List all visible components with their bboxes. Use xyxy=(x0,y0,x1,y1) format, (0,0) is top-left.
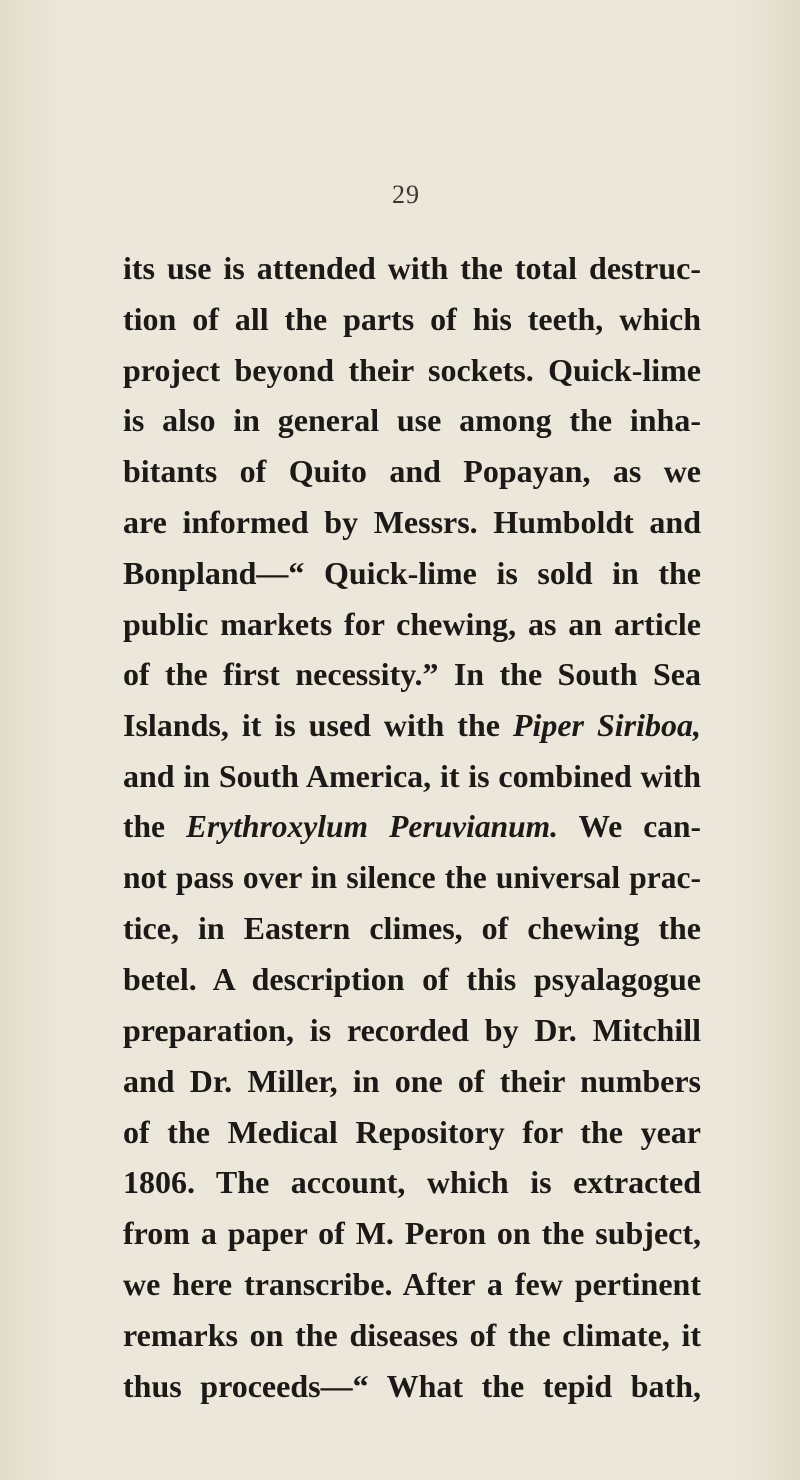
text-segment: tion of all the parts of his teeth, which xyxy=(123,300,701,337)
text-segment: Islands, it is used with the xyxy=(123,707,513,744)
text-line xyxy=(123,1008,701,1059)
text-segment: Bonpland—“ Quick-lime is sold in the xyxy=(123,554,701,591)
text-segment: project beyond their sockets. Quick-lime xyxy=(123,351,701,388)
text-segment: of the first necessity.” In the South Sea xyxy=(123,656,701,693)
text-line xyxy=(123,1110,701,1161)
text-segment: tice, in Eastern climes, of chewing the xyxy=(123,910,701,947)
text-line xyxy=(123,957,701,1008)
text-segment: and in South America, it is combined with xyxy=(123,757,701,794)
text-line xyxy=(123,805,701,856)
text-segment: 1806. The account, which is extracted xyxy=(123,1164,701,1201)
text-line xyxy=(123,1364,701,1415)
text-segment: is also in general use among the inha- xyxy=(123,402,701,439)
text-segment: the xyxy=(123,808,187,844)
text-line xyxy=(123,754,701,805)
text-line xyxy=(123,1313,701,1364)
text-line xyxy=(123,1160,701,1211)
text-line xyxy=(123,652,701,703)
body-text xyxy=(123,246,701,1414)
italic-term: Piper Siriboa, xyxy=(512,707,701,744)
text-segment: its use is attended with the total destruc- xyxy=(123,250,701,286)
text-segment: thus proceeds—“ What the tepid bath, xyxy=(123,1367,701,1404)
text-segment: We can- xyxy=(558,808,701,844)
text-line xyxy=(123,703,701,754)
text-line xyxy=(123,856,701,907)
text-line xyxy=(123,1059,701,1110)
text-segment: bitants of Quito and Popayan, as we xyxy=(123,453,701,490)
text-segment: we here transcribe. After a few pertinent xyxy=(123,1265,701,1302)
text-line xyxy=(123,348,701,399)
text-line xyxy=(123,1211,701,1262)
text-segment: not pass over in silence the universal prac- xyxy=(123,859,701,895)
text-line xyxy=(123,449,701,500)
text-line xyxy=(123,551,701,602)
text-segment: preparation, is recorded by Dr. Mitchill xyxy=(123,1011,701,1048)
italic-term: Erythroxylum Peruvianum. xyxy=(186,808,558,844)
text-segment: remarks on the diseases of the climate, it xyxy=(123,1316,701,1353)
page-number: 29 xyxy=(392,180,420,209)
text-line xyxy=(123,906,701,957)
text-line xyxy=(123,1262,701,1313)
text-line xyxy=(123,602,701,653)
text-line xyxy=(123,297,701,348)
text-segment: betel. A description of this psyalagogue xyxy=(123,961,701,998)
text-line xyxy=(123,398,701,449)
text-segment: of the Medical Repository for the year xyxy=(123,1113,701,1150)
text-line xyxy=(123,500,701,551)
text-line xyxy=(123,246,701,297)
text-segment: from a paper of M. Peron on the subject, xyxy=(123,1215,701,1252)
text-segment: are informed by Messrs. Humboldt and xyxy=(123,503,701,540)
text-segment: and Dr. Miller, in one of their numbers xyxy=(123,1062,701,1099)
text-segment: public markets for chewing, as an article xyxy=(123,605,701,642)
